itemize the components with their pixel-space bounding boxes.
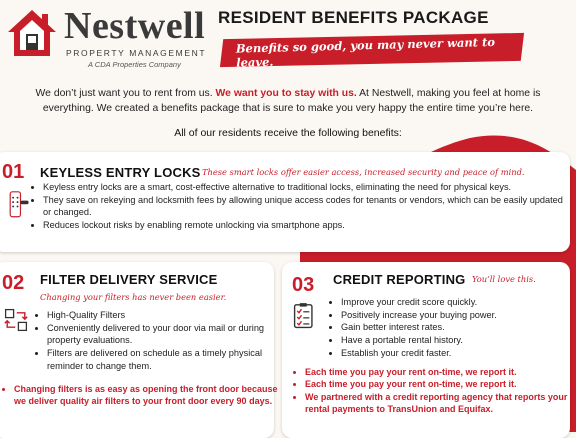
section-subtitle-keyless: These smart locks offer easier access, increased security and peace of mind. (202, 167, 525, 177)
list-item: • Each time you pay your rent on-time, we report it. (305, 378, 571, 390)
list-item: • Each time you pay your rent on-time, we report it. (305, 366, 571, 378)
list-item: • They save on rekeying and locksmith fees by allowing unique access codes for tenants or vendors, which can be easily updated or changed. (43, 194, 573, 219)
credit-notes-list (294, 366, 571, 416)
list-item: • Establish your credit faster. (341, 347, 576, 360)
credit-benefits-list (328, 296, 576, 360)
logo-subtitle: PROPERTY MANAGEMENT (66, 48, 207, 58)
list-item: • Changing filters is as easy as opening the front door because we deliver quality air filters to your front door every 90 days. (14, 383, 282, 408)
logo-wordmark: Nestwell (64, 5, 206, 47)
section-number-01: 01 (2, 161, 25, 183)
list-item: • Improve your credit score quickly. (341, 296, 576, 309)
section-title-filter: FILTER DELIVERY SERVICE (40, 272, 218, 287)
list-item: • Conveniently delivered to your door via mail or during property evaluations. (47, 322, 277, 347)
benefits-lead: All of our residents receive the following benefits: (174, 127, 402, 139)
list-item: • Positively increase your buying power. (341, 309, 576, 322)
banner-tagline: Benefits so good, you may never want to leave. (235, 34, 496, 70)
keyless-benefits-list (30, 181, 573, 232)
credit-report-icon (292, 302, 318, 332)
company-logo (4, 4, 214, 70)
logo-tagline: A CDA Properties Company (88, 60, 181, 69)
list-item: • High-Quality Filters (47, 309, 277, 322)
list-item: • Filters are delivered on schedule as a timely physical reminder to change them. (47, 347, 277, 372)
list-item: • Gain better interest rates. (341, 321, 576, 334)
house-logo-icon (6, 8, 58, 58)
intro-highlight: We want you to stay with us. (215, 88, 357, 99)
section-subtitle-filter: Changing your filters has never been easier. (40, 292, 227, 302)
filter-benefits-list (34, 309, 277, 373)
section-title-keyless: KEYLESS ENTRY LOCKS (40, 165, 201, 180)
section-subtitle-credit: You’ll love this. (472, 274, 536, 284)
section-number-02: 02 (2, 272, 25, 294)
intro-text-2: At Nestwell, making you feel at home is everything. We created a benefits package that is sure to make you very happy the entire time you’re here. (42, 88, 541, 114)
section-number-03: 03 (292, 274, 315, 296)
filter-notes-list (3, 383, 282, 408)
filter-exchange-icon (4, 308, 28, 332)
list-item: • Reduces lockout risks by enabling remote unlocking via smartphone apps. (43, 219, 573, 232)
list-item: • Have a portable rental history. (341, 334, 576, 347)
list-item: • We partnered with a credit reporting agency that reports your rental payments to TransUnion and Equifax. (305, 391, 571, 416)
keypad-lock-icon (8, 190, 30, 220)
page-title: RESIDENT BENEFITS PACKAGE (218, 8, 489, 27)
intro-paragraph (14, 86, 562, 116)
section-title-credit: CREDIT REPORTING (333, 272, 466, 287)
intro-text-1: We don’t just want you to rent from us. (35, 88, 216, 99)
list-item: • Keyless entry locks are a smart, cost-effective alternative to traditional locks, eliminating the need for physical keys. (43, 181, 573, 194)
